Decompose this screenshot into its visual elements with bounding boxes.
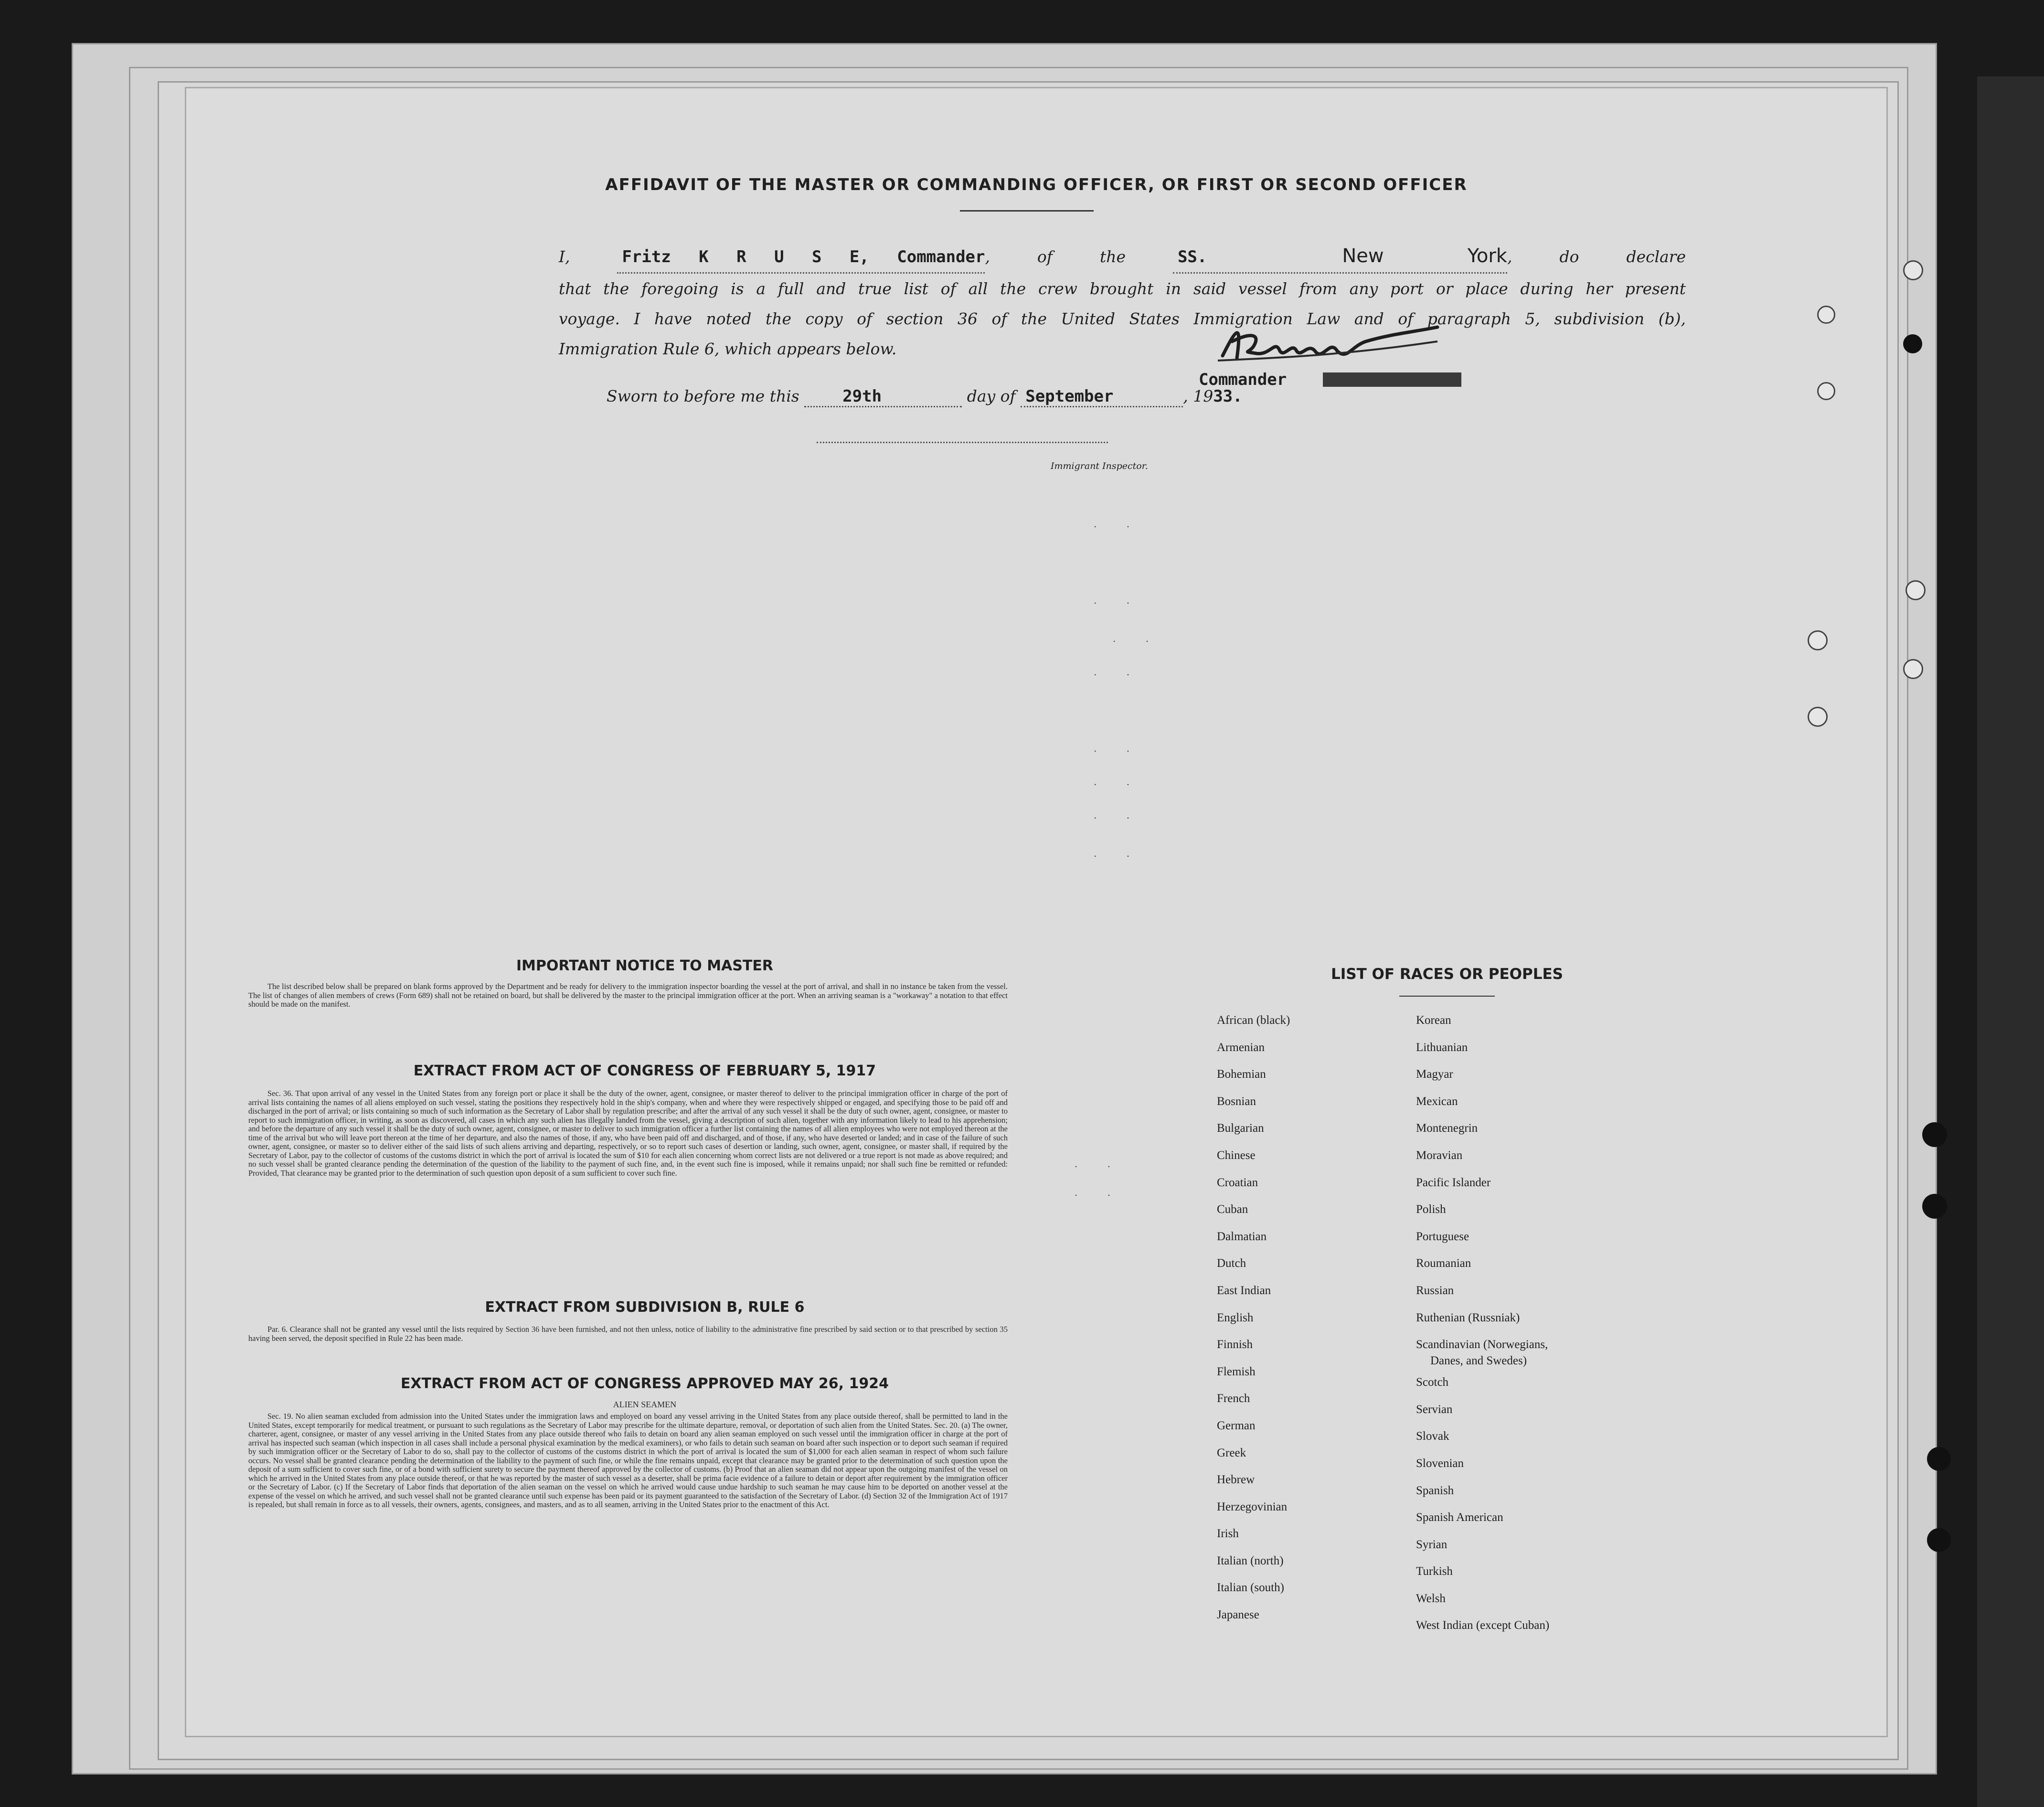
race-item: English [1217,1311,1254,1324]
race-item: Russian [1416,1284,1454,1297]
race-item: African (black) [1217,1014,1290,1027]
inspector-signature-line [817,442,1108,443]
race-item: Ruthenian (Russniak) [1416,1311,1520,1324]
binder-hole [1927,1528,1951,1552]
race-item: Spanish American [1416,1511,1503,1524]
affidavit-title: AFFIDAVIT OF THE MASTER OR COMMANDING OFFICER, OR FIRST OR SECOND OFFICER [605,175,1468,194]
vessel-field [1173,241,1507,274]
binder-hole [1927,1447,1951,1471]
binder-hole [1817,382,1835,400]
notice-heading: IMPORTANT NOTICE TO MASTER [516,957,773,974]
race-item: Lithuanian [1416,1041,1468,1054]
race-item: Slovak [1416,1430,1449,1443]
inspector-label: Immigrant Inspector. [1051,461,1148,471]
extract-1924-text: Sec. 19. No alien seaman excluded from admission into the United States under the immigration laws and employed on board any vessel arriving in the United States from any place outside thereof, shall be permitted to land in the United States, except temporarily for medical treatment, or pursuant to such regulations as the Secretary of Labor may prescribe for the ultimate departure, removal, or deportation of such alien from the United States. Sec. 20. (a) The owner, charterer, agent, consignee, or master of any vessel arriving in the United States from any place outside thereof who fails to detain on board any alien seaman employed on such vessel until the immigration officer in charge at the port of arrival has inspected such seaman (which inspection in all cases shall include a personal physical examination by the medical examiners), or who fails to detain such seaman on board after such inspection or to deport such seaman if required by such immigration officer or the Secretary of Labor to do so, shall pay to the collector of customs of the customs district in which the port of arrival is located the sum of $1,000 for each alien seaman in respect of whom such failure occurs. No vessel shall be granted clearance pending the determination of the liability to the payment of such fine, or while the fine remains unpaid, except that clearance may be granted prior to the determination of such question upon the deposit of a sum sufficient to cover such fine, or of a bond with sufficient surety to secure the payment thereof approved by the collector of customs. (b) Proof that an alien seaman did not appear upon the outgoing manifest of the vessel on which he arrived in the United States from any place outside thereof, or that he was reported by the master of such vessel as a deserter, shall be prima facie evidence of a failure to detain or deport after requirement by the immigration officer or the Secretary of Labor. (c) If the Secretary of Labor finds that deportation of the alien seaman on the vessel on which he arrived would cause undue hardship to such seaman he may cause him to be deported on another vessel at the expense of the vessel on which he arrived, and such vessel shall not be granted clearance until such expense has been paid or its payment guaranteed to the satisfaction of the Secretary of Labor. (d) Section 32 of the Immigration Act of 1917 is repealed, but shall remain in force as to all vessels, their owners, agents, consignees, and masters, and as to all seamen, arriving in the United States prior to the enactment of this Act. [248,1412,1008,1509]
extract-1917-heading: EXTRACT FROM ACT OF CONGRESS OF FEBRUARY 5, 1917 [413,1063,876,1079]
binder-hole [1922,1194,1947,1219]
rule6-text: Par. 6. Clearance shall not be granted any vessel until the lists required by Section 36 have been furnished, and not then unless, notice of liability to the administrative fine prescribed by said section or to that prescribed by section 35 having been served, the deposit specified in Rule 22 has been made. [248,1325,1008,1343]
sworn-month: September [1021,387,1183,407]
race-item: Flemish [1217,1365,1256,1378]
race-item: Turkish [1416,1565,1453,1578]
binding-strip [1977,76,2044,1807]
race-item: Dalmatian [1217,1230,1267,1243]
race-item: Welsh [1416,1592,1446,1605]
binder-hole [1817,306,1835,324]
race-item: Irish [1217,1527,1239,1541]
day-of-label: day of [967,387,1016,405]
binder-hole [1903,334,1922,353]
race-item: Slovenian [1416,1456,1464,1470]
race-item: West Indian (except Cuban) [1416,1619,1550,1632]
race-item: Dutch [1217,1257,1246,1270]
race-item: Croatian [1217,1176,1258,1189]
race-item: Syrian [1416,1538,1448,1551]
title-rule [960,210,1094,212]
master-signature [1208,313,1447,370]
race-item: Montenegrin [1416,1122,1478,1135]
binder-hole [1903,260,1923,280]
race-item: Chinese [1217,1148,1256,1162]
race-item: Hebrew [1217,1473,1255,1487]
master-name: Fritz K R U S E, Commander [617,242,985,274]
binder-hole [1922,1122,1947,1147]
race-item: Bohemian [1217,1068,1266,1081]
dot-marks: . . [1094,809,1143,821]
dot-marks: . . [1113,633,1162,644]
race-item: Mexican [1416,1095,1458,1108]
of-the-label: , of the [985,247,1126,266]
vessel-name: New York [1342,245,1507,267]
race-item: Polish [1416,1203,1446,1216]
do-declare-label: , do declare [1507,247,1686,266]
race-item: Danes, and Swedes) [1430,1354,1527,1368]
race-item: Scandinavian (Norwegians, [1416,1338,1548,1351]
notice-text: The list described below shall be prepared on blank forms approved by the Department and be ready for delivery to the immigration inspector boarding the vessel at the port of arrival, and shall in no instance be taken from the vessel. The list of changes of alien members of crews (Form 689) shall not be retained on board, but shall be delivered by the master to the principal immigration officer at the port. When an arriving seaman is a "workaway" a notation to that effect should be made on the manifest. [248,982,1008,1009]
race-item: Scotch [1416,1376,1449,1389]
dot-marks: . . [1094,776,1143,787]
year-prefix: , 19 [1183,387,1214,405]
races-rule [1399,996,1495,997]
binder-hole [1808,707,1828,727]
vessel-prefix: SS. [1177,247,1207,266]
race-item: French [1217,1392,1250,1405]
race-item: Portuguese [1416,1230,1469,1243]
race-item: Italian (north) [1217,1554,1284,1567]
dot-marks: . . [1094,518,1143,530]
races-left-column [1217,1012,1290,1634]
race-item: Italian (south) [1217,1581,1284,1594]
role-typed: Commander [1199,370,1287,389]
races-heading: LIST OF RACES OR PEOPLES [1331,966,1564,983]
dot-marks: . . [1075,1187,1124,1198]
sworn-label: Sworn to before me this [607,387,799,405]
dot-marks: . . [1094,666,1143,678]
race-item: Finnish [1217,1338,1253,1351]
binder-hole [1903,659,1923,679]
dot-marks: . . [1094,848,1143,859]
binder-hole [1906,580,1926,600]
sworn-line [607,387,1243,407]
race-item: Magyar [1416,1068,1453,1081]
binder-hole [1808,630,1828,650]
rule6-heading: EXTRACT FROM SUBDIVISION B, RULE 6 [485,1299,805,1316]
race-item: Herzegovinian [1217,1500,1288,1513]
races-right-column [1416,1012,1549,1645]
race-item: Greek [1217,1446,1246,1459]
extract-1924-heading: EXTRACT FROM ACT OF CONGRESS APPROVED MAY 26, 1924 [401,1375,889,1392]
year-suffix: 33. [1213,387,1243,406]
dot-marks: . . [1075,1158,1124,1169]
declaration-block [559,241,1686,364]
race-item: East Indian [1217,1284,1271,1297]
race-item: Roumanian [1416,1257,1471,1270]
race-item: Servian [1416,1403,1453,1416]
race-item: Moravian [1416,1148,1463,1162]
race-item: Korean [1416,1014,1451,1027]
race-item: Bulgarian [1217,1122,1264,1135]
struck-out-title [1323,372,1461,387]
declaration-line-4: Immigration Rule 6, which appears below. [559,340,897,358]
race-item: Pacific Islander [1416,1176,1491,1189]
race-item: German [1217,1419,1256,1432]
declaration-line-3: voyage. I have noted the copy of section 36 of the United States Immigration Law and of paragraph 5, subdivision (b), [559,309,1686,328]
i-label: I, [559,247,570,266]
declaration-line-1 [559,241,1686,274]
sworn-day: 29th [804,387,962,407]
race-item: Japanese [1217,1608,1259,1622]
document-page [186,88,1886,1736]
race-item: Bosnian [1217,1095,1256,1108]
declaration-line-2: that the foregoing is a full and true list of all the crew brought in said vessel from any port or place during her present [559,279,1686,298]
extract-1924-subheading: ALIEN SEAMEN [613,1400,677,1409]
race-item: Spanish [1416,1484,1454,1497]
race-item: Armenian [1217,1041,1265,1054]
extract-1917-text: Sec. 36. That upon arrival of any vessel in the United States from any foreign port or place it shall be the duty of the owner, agent, consignee, or master thereof to deliver to the principal immigration officer in charge of the port of arrival lists containing the names of all aliens employed on such vessel, stating the positions they respectively hold in the ship's company, when and where they were respectively shipped or engaged, and specifying those to be paid off and discharged in the port of arrival; or lists containing so much of such information as the Secretary of Labor shall by regulation prescribe; and after the arrival of any such vessel it shall be the duty of such owner, agent, consignee, or master to report to such immigration officer, in writing, as soon as discovered, all cases in which any such alien has illegally landed from the vessel, giving a description of such alien, together with any information likely to lead to his apprehension; and before the departure of any such vessel it shall be the duty of such owner, agent, consignee, or master to deliver to such immigration officer a further list containing the names of all alien employees who were not employed thereon at the time of the arrival but who will leave port thereon at the time of her departure, and also the names of those, if any, who have been paid off and discharged, and of those, if any, who have deserted or landed; and in case of the failure of such owner, agent, consignee, or master so to deliver either of the said lists of such aliens arriving and departing, respectively, or so to report such cases of desertion or landing, such owner, agent, consignee, or master shall, if required by the Secretary of Labor, pay to the collector of customs of the customs district in which the port of arrival is located the sum of $10 for each alien concerning whom correct lists are not delivered or a true report is not made as above required; and no such vessel shall be granted clearance pending the determination of the question of the liability to the payment of such fine, and, in the event such fine is imposed, while it remains unpaid; nor shall such fine be remitted or refunded: Provided, That clearance may be granted prior to the determination of such question upon deposit of a sum sufficient to cover such fine. [248,1089,1008,1178]
dot-marks: . . [1094,595,1143,606]
dot-marks: . . [1094,743,1143,754]
race-item: Cuban [1217,1203,1248,1216]
